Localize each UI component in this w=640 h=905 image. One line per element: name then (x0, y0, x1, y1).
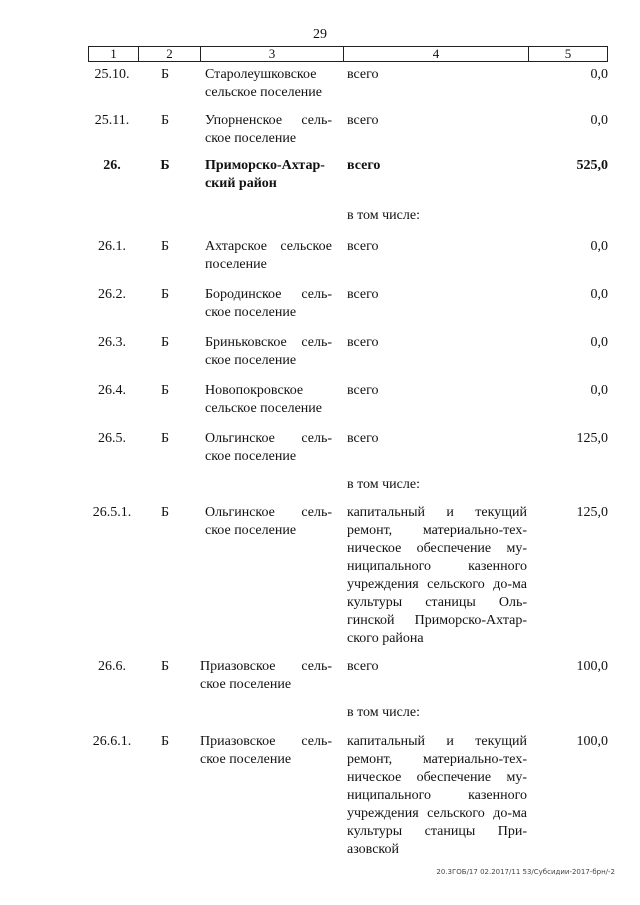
row-number: 25.10. (94, 67, 130, 82)
row-value: 0,0 (590, 287, 608, 302)
row-number: 26.6. (98, 659, 126, 674)
column-header: 3 (201, 47, 344, 61)
row-name: Бородинское сель-ское поселение (205, 287, 332, 320)
row-value: 125,0 (576, 505, 608, 520)
row-description: всего (347, 67, 379, 82)
column-header: 4 (344, 47, 529, 61)
row-name: Ольгинское сель-ское поселение (205, 431, 332, 464)
row-name: Упорненское сель-ское поселение (205, 113, 332, 146)
row-value: 0,0 (590, 335, 608, 350)
row-description: всего (347, 659, 379, 674)
row-type: Б (160, 335, 170, 350)
row-type: Б (160, 287, 170, 302)
subheading: в том числе: (347, 705, 420, 720)
column-header: 1 (89, 47, 139, 61)
row-description: капитальный и текущий ремонт, материально-тех-ническое обеспечение му-ниципального казенного учреждения сельского до-ма культуры станицы Оль-гинской Приморско-Ахтар-ского района (347, 505, 527, 646)
row-type: Б (160, 158, 170, 173)
row-type: Б (160, 734, 170, 749)
row-number: 26.5.1. (92, 505, 132, 520)
row-value: 125,0 (576, 431, 608, 446)
row-value: 0,0 (590, 239, 608, 254)
row-number: 26.5. (98, 431, 126, 446)
row-value: 100,0 (576, 734, 608, 749)
row-value: 525,0 (576, 158, 608, 173)
row-name: Ольгинское сель-ское поселение (205, 505, 332, 538)
row-type: Б (160, 67, 170, 82)
row-description: всего (347, 239, 379, 254)
row-value: 0,0 (590, 113, 608, 128)
row-number: 25.11. (94, 113, 130, 128)
row-name: Бриньковское сель-ское поселение (205, 335, 332, 368)
row-value: 0,0 (590, 383, 608, 398)
row-type: Б (160, 383, 170, 398)
row-name: Приазовское сель-ское поселение (200, 659, 332, 692)
row-description: всего (347, 113, 379, 128)
row-description: всего (347, 335, 379, 350)
column-header: 5 (564, 46, 572, 61)
row-name: Ахтарское сельское поселение (205, 239, 332, 272)
row-type: Б (160, 113, 170, 128)
row-type: Б (160, 505, 170, 520)
row-description: всего (347, 158, 381, 173)
row-number: 26.2. (98, 287, 126, 302)
row-name: Новопокровское сельское поселение (205, 383, 322, 416)
row-value: 0,0 (590, 67, 608, 82)
subheading: в том числе: (347, 477, 420, 492)
row-number: 26.4. (98, 383, 126, 398)
row-type: Б (160, 239, 170, 254)
row-description: всего (347, 431, 379, 446)
row-number: 26.6.1. (92, 734, 132, 749)
row-description: капитальный и текущий ремонт, материально-тех-ническое обеспечение му-ниципального казенного учреждения сельского до-ма культуры станицы При-азовской (347, 734, 527, 857)
subheading: в том числе: (347, 208, 420, 223)
footer-stamp: 20.3ГОБ/17 02.2017/11 53/Субсидии-2017-брн/-2 (436, 868, 615, 876)
table-header (88, 46, 608, 62)
row-name: Приморско-Ахтар-ский район (205, 158, 325, 191)
row-name: Приазовское сель-ское поселение (200, 734, 332, 767)
column-header: 2 (139, 47, 201, 61)
row-number: 26.3. (98, 335, 126, 350)
row-name: Старолеушковское сельское поселение (205, 67, 322, 100)
page-number: 29 (313, 27, 327, 42)
row-number: 26. (103, 158, 121, 173)
row-description: всего (347, 287, 379, 302)
row-type: Б (160, 431, 170, 446)
row-number: 26.1. (98, 239, 126, 254)
row-value: 100,0 (576, 659, 608, 674)
row-type: Б (160, 659, 170, 674)
row-description: всего (347, 383, 379, 398)
